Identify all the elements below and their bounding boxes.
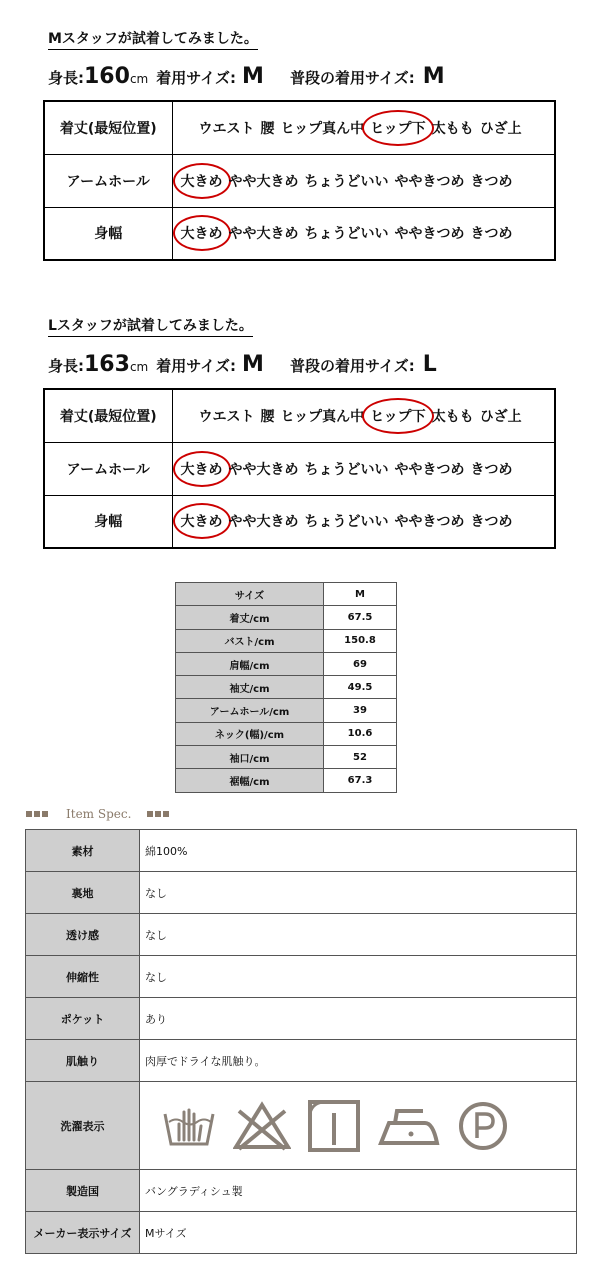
- fit-option: ウエスト: [198, 120, 255, 137]
- spec-row: [26, 1170, 577, 1212]
- fit-option: ウエスト: [198, 408, 255, 425]
- spec-row: [26, 1082, 577, 1170]
- fit-option: やや大きめ: [228, 173, 299, 190]
- fit-option-selected: 大きめ: [181, 171, 223, 191]
- fit-option: 太もも: [431, 408, 474, 425]
- fit-row-label: 着丈(最短位置): [44, 389, 172, 442]
- measurement-label: ネック(幅)/cm: [176, 722, 324, 745]
- fit-option: きつめ: [470, 461, 513, 478]
- measurement-row: [176, 652, 397, 675]
- fit-option: 腰: [260, 408, 275, 425]
- hand-wash-icon: [161, 1100, 217, 1152]
- fit-option: ちょうどいい: [304, 461, 389, 478]
- spec-key: 伸縮性: [26, 956, 140, 998]
- spec-row: [26, 1040, 577, 1082]
- measurement-label: アームホール/cm: [176, 699, 324, 722]
- spec-row: [26, 830, 577, 872]
- fit-option: ヒップ真ん中: [280, 120, 365, 137]
- fit-option-selected: 大きめ: [181, 511, 223, 531]
- fit-options: [172, 389, 555, 442]
- measurement-label: 裾幅/cm: [176, 769, 324, 792]
- measurements-header-row: [176, 583, 397, 606]
- fit-row-label: 着丈(最短位置): [44, 101, 172, 154]
- measurement-value: 69: [324, 652, 397, 675]
- spec-value: なし: [140, 914, 577, 956]
- fit-option: ややきつめ: [394, 461, 465, 478]
- worn-size-value: M: [242, 352, 264, 377]
- worn-size-label: 着用サイズ:: [156, 357, 237, 375]
- square-icon: [34, 811, 40, 817]
- spec-key: 製造国: [26, 1170, 140, 1212]
- measurements-body: [176, 583, 397, 793]
- height-label: 身長:: [48, 357, 84, 375]
- square-icon: [26, 811, 32, 817]
- measurement-row: [176, 722, 397, 745]
- fit-option: きつめ: [470, 514, 513, 531]
- fit-row-label: アームホール: [44, 154, 172, 207]
- fit-option: やや大きめ: [228, 461, 299, 478]
- size-value-header: M: [324, 583, 397, 606]
- worn-size-label: 着用サイズ:: [156, 69, 237, 87]
- measurement-value: 49.5: [324, 676, 397, 699]
- fit-option: ひざ上: [479, 120, 522, 137]
- measurements-table: [175, 582, 397, 793]
- fit-option: ちょうどいい: [304, 173, 389, 190]
- staff-m-sizes: [48, 64, 445, 89]
- spec-key: ポケット: [26, 998, 140, 1040]
- spec-key: 洗濯表示: [26, 1082, 140, 1170]
- fit-options: [172, 442, 555, 495]
- spec-value: バングラディシュ製: [140, 1170, 577, 1212]
- fit-table-body: [44, 389, 555, 548]
- fit-option: やや大きめ: [228, 514, 299, 531]
- spec-row: [26, 914, 577, 956]
- worn-size-value: M: [242, 64, 264, 89]
- fit-option: ヒップ真ん中: [280, 408, 365, 425]
- measurement-row: [176, 769, 397, 792]
- do-not-bleach-icon: [233, 1101, 291, 1151]
- fit-option: きつめ: [470, 226, 513, 243]
- fit-option-selected: 大きめ: [181, 459, 223, 479]
- measurement-label: 袖口/cm: [176, 746, 324, 769]
- spec-value: あり: [140, 998, 577, 1040]
- staff-l-title: Lスタッフが試着してみました。: [48, 315, 253, 337]
- height-label: 身長:: [48, 69, 84, 87]
- usual-size-value: L: [422, 352, 437, 377]
- fit-option: ややきつめ: [394, 173, 465, 190]
- item-spec-table: [25, 829, 577, 1254]
- care-icons: [145, 1099, 576, 1153]
- fit-options: [172, 154, 555, 207]
- square-icon: [42, 811, 48, 817]
- spec-key: 透け感: [26, 914, 140, 956]
- fit-option: きつめ: [470, 173, 513, 190]
- spec-key: 裏地: [26, 872, 140, 914]
- height-unit: cm: [129, 360, 149, 374]
- spec-value: 綿100%: [140, 830, 577, 872]
- fit-option: ちょうどいい: [304, 514, 389, 531]
- spec-key: 素材: [26, 830, 140, 872]
- fit-option: ややきつめ: [394, 226, 465, 243]
- fit-option-selected: ヒップ下: [370, 406, 426, 426]
- measurement-label: 肩幅/cm: [176, 652, 324, 675]
- spec-row: [26, 872, 577, 914]
- fit-option-selected: 大きめ: [181, 223, 223, 243]
- item-spec-body: [26, 830, 577, 1254]
- measurement-row: [176, 606, 397, 629]
- fit-row: [44, 207, 555, 260]
- measurement-value: 150.8: [324, 629, 397, 652]
- fit-option: やや大きめ: [228, 226, 299, 243]
- spec-value: 肉厚でドライな肌触り。: [140, 1040, 577, 1082]
- measurement-value: 67.5: [324, 606, 397, 629]
- fit-row-label: アームホール: [44, 442, 172, 495]
- fit-options: [172, 207, 555, 260]
- line-dry-icon: [307, 1099, 361, 1153]
- fit-row-label: 身幅: [44, 495, 172, 548]
- measurement-label: バスト/cm: [176, 629, 324, 652]
- measurement-value: 39: [324, 699, 397, 722]
- height-value: 160: [84, 64, 130, 89]
- measurement-value: 67.3: [324, 769, 397, 792]
- square-icon: [155, 811, 161, 817]
- spec-value: なし: [140, 872, 577, 914]
- spec-row: [26, 1212, 577, 1254]
- fit-options: [172, 495, 555, 548]
- staff-m-fit-table: [43, 100, 556, 261]
- measurement-value: 52: [324, 746, 397, 769]
- spec-key: 肌触り: [26, 1040, 140, 1082]
- measurement-value: 10.6: [324, 722, 397, 745]
- item-spec-heading: [26, 806, 171, 821]
- fit-option: ややきつめ: [394, 514, 465, 531]
- fit-row: [44, 389, 555, 442]
- item-spec-title: Item Spec.: [66, 806, 132, 821]
- usual-size-value: M: [422, 64, 445, 89]
- height-unit: cm: [129, 72, 149, 86]
- square-icon: [147, 811, 153, 817]
- square-icon: [163, 811, 169, 817]
- fit-row: [44, 495, 555, 548]
- size-header: サイズ: [176, 583, 324, 606]
- fit-option: ひざ上: [479, 408, 522, 425]
- staff-l-sizes: [48, 352, 437, 377]
- spec-value: なし: [140, 956, 577, 998]
- measurement-row: [176, 676, 397, 699]
- fit-options: [172, 101, 555, 154]
- dry-clean-p-icon: [457, 1100, 509, 1152]
- measurement-label: 着丈/cm: [176, 606, 324, 629]
- fit-row: [44, 442, 555, 495]
- fit-option-selected: ヒップ下: [370, 118, 426, 138]
- fit-row: [44, 154, 555, 207]
- spec-value: [140, 1082, 577, 1170]
- iron-medium-icon: [377, 1103, 441, 1149]
- fit-option: 太もも: [431, 120, 474, 137]
- usual-size-label: 普段の着用サイズ:: [289, 69, 415, 87]
- measurement-label: 袖丈/cm: [176, 676, 324, 699]
- spec-value: Mサイズ: [140, 1212, 577, 1254]
- height-value: 163: [84, 352, 130, 377]
- fit-table-body: [44, 101, 555, 260]
- usual-size-label: 普段の着用サイズ:: [289, 357, 415, 375]
- fit-row: [44, 101, 555, 154]
- measurement-row: [176, 699, 397, 722]
- measurement-row: [176, 629, 397, 652]
- measurement-row: [176, 746, 397, 769]
- spec-key: メーカー表示サイズ: [26, 1212, 140, 1254]
- fit-option: 腰: [260, 120, 275, 137]
- staff-l-fit-table: [43, 388, 556, 549]
- spec-row: [26, 956, 577, 998]
- staff-m-title: Mスタッフが試着してみました。: [48, 28, 258, 50]
- fit-row-label: 身幅: [44, 207, 172, 260]
- spec-row: [26, 998, 577, 1040]
- fit-option: ちょうどいい: [304, 226, 389, 243]
